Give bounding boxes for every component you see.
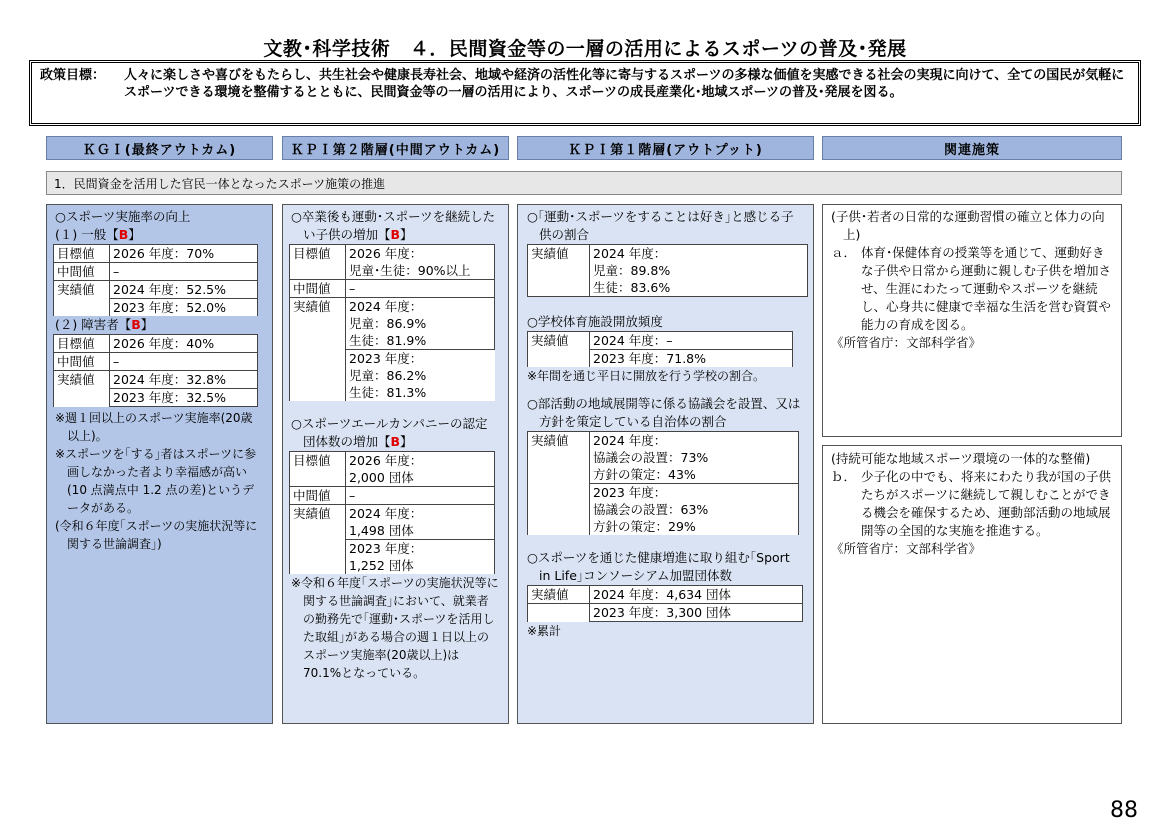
kgi-column: [46, 204, 273, 724]
policy-box-a: [822, 204, 1122, 437]
kpi1-item3-title: ○部活動の地域展開等に係る協議会を設置、又は方針を策定している自治体の割合: [527, 396, 801, 429]
kpi1-item4-title: ○スポーツを通じた健康増進に取り組む｢Sport in Life｣コンソーシアム加盟団体数: [527, 550, 790, 583]
header-kpi1: ＫＰＩ第１階層(アウトプット): [517, 136, 814, 160]
policy-b-item: [831, 468, 1113, 540]
kpi2-item2-table: 目標値 2026 年度： 2,000 団体 中間値 – 実績値 2024 年度： 1,498 団体 2023 年度： 1,252 団体: [289, 451, 495, 574]
kpi1-item2-title: ○学校体育施設開放頻度: [527, 314, 663, 329]
policy-goal-text: 人々に楽しさや喜びをもたらし、共生社会や健康長寿社会、地域や経済の活性化等に寄与するスポーツの多様な価値を実感できる社会の実現に向けて、全ての国民が気軽にスポーツできる環境を整備するとともに、民間資金等の一層の活用により、スポーツの成長産業化･地域スポーツの普及･発展を図る。: [124, 68, 1125, 100]
kgi-title: ○スポーツ実施率の向上: [55, 209, 191, 224]
policy-a-item: [831, 244, 1113, 334]
kpi2-item2-title: ○スポーツエールカンパニーの認定団体数の増加【B】: [291, 416, 488, 449]
kgi-sub2-heading: (２) 障害者【B】: [55, 317, 154, 332]
policy-goal-box: [29, 60, 1141, 126]
policy-b-body: 少子化の中でも、将来にわたり我が国の子供たちがスポーツに継続して親しむことができる機会を確保するため、運動部活動の地域展開等の全国的な実施を推進する。: [861, 469, 1112, 538]
policy-b-heading: (持続可能な地域スポーツ環境の一体的な整備): [831, 451, 1091, 466]
grade-badge: B: [118, 227, 129, 242]
kpi2-column: [282, 204, 509, 724]
policy-a-heading: (子供･若者の日常的な運動習慣の確立と体力の向上): [831, 209, 1105, 242]
kpi1-item1-table: 実績値 2024 年度： 児童：89.8% 生徒：83.6%: [527, 244, 808, 297]
kpi1-item2-note: ※年間を通じ平日に開放を行う学校の割合。: [527, 369, 766, 383]
kpi2-item1-table: 目標値 2026 年度： 児童･生徒：90%以上 中間値 – 実績値 2024 年度： 児童：86.9% 生徒：81.9% 2023 年度： 児童：86.2% 生徒：81.3%: [289, 244, 495, 401]
kpi2-note: ※令和６年度｢スポーツの実施状況等に関する世論調査｣において、就業者の勤務先で｢運動･スポーツを活用した取組｣がある場合の週１日以上のスポーツ実施率(20歳以上)は 70.1%となっている。: [291, 576, 499, 680]
header-kgi: ＫＧＩ(最終アウトカム): [46, 136, 273, 160]
section-heading: 1．民間資金を活用した官民一体となったスポーツ施策の推進: [46, 171, 1122, 195]
grade-badge: B: [390, 434, 401, 449]
kgi-note-3: (令和６年度｢スポーツの実施状況等に関する世論調査｣): [55, 519, 258, 551]
kgi-sub1-heading: (１) 一般【B】: [55, 227, 141, 242]
grade-badge: B: [390, 227, 401, 242]
grade-badge: B: [131, 317, 141, 332]
page-number: 88: [1110, 798, 1138, 823]
kpi2-item1-title: ○卒業後も運動･スポーツを継続したい子供の増加【B】: [291, 209, 496, 242]
policy-a-agency: 《所管省庁：文部科学省》: [831, 335, 982, 350]
kpi1-item4-note: ※累計: [527, 624, 562, 638]
kgi-sub2-table: 目標値 2026 年度：40% 中間値 – 実績値 2024 年度：32.8% 2023 年度：32.5%: [53, 334, 258, 407]
policy-b-agency: 《所管省庁：文部科学省》: [831, 541, 982, 556]
policy-goal-label: 政策目標：: [40, 68, 106, 83]
kgi-note-1: ※週１回以上のスポーツ実施率(20歳以上)。: [55, 411, 253, 443]
kpi1-item1-title: ○｢運動･スポーツをすることは好き｣と感じる子供の割合: [527, 209, 794, 242]
kpi1-item4-table: 実績値 2024 年度：4,634 団体 2023 年度：3,300 団体: [527, 585, 803, 622]
policy-box-b: [822, 445, 1122, 724]
kpi1-item2-table: 実績値 2024 年度：– 2023 年度：71.8%: [527, 331, 793, 367]
kpi1-item3-table: 実績値 2024 年度： 協議会の設置：73% 方針の策定：43% 2023 年度： 協議会の設置：63% 方針の策定：29%: [527, 431, 799, 535]
header-policies: 関連施策: [822, 136, 1122, 160]
policy-a-mark: ａ．: [831, 245, 857, 260]
kgi-sub1-table: 目標値 2026 年度：70% 中間値 – 実績値 2024 年度：52.5% 2023 年度：52.0%: [53, 244, 258, 316]
page-title: 文教･科学技術 ４．民間資金等の一層の活用によるスポーツの普及･発展: [263, 38, 907, 60]
kpi1-column: [517, 204, 814, 724]
policy-a-body: 体育･保健体育の授業等を通じて、運動好きな子供や日常から運動に親しむ子供を増加させ、生涯にわたって運動やスポーツを継続し、心身共に健康で幸福な生活を営む資質や能力の育成を図る。: [861, 245, 1112, 332]
kgi-note-2: ※スポーツを｢する｣者はスポーツに参画しなかった者より幸福感が高い(10 点満点中 1.2 点の差)というデータがある。: [55, 447, 257, 515]
policy-b-mark: ｂ．: [831, 469, 857, 484]
header-kpi2: ＫＰＩ第２階層(中間アウトカム): [282, 136, 509, 160]
